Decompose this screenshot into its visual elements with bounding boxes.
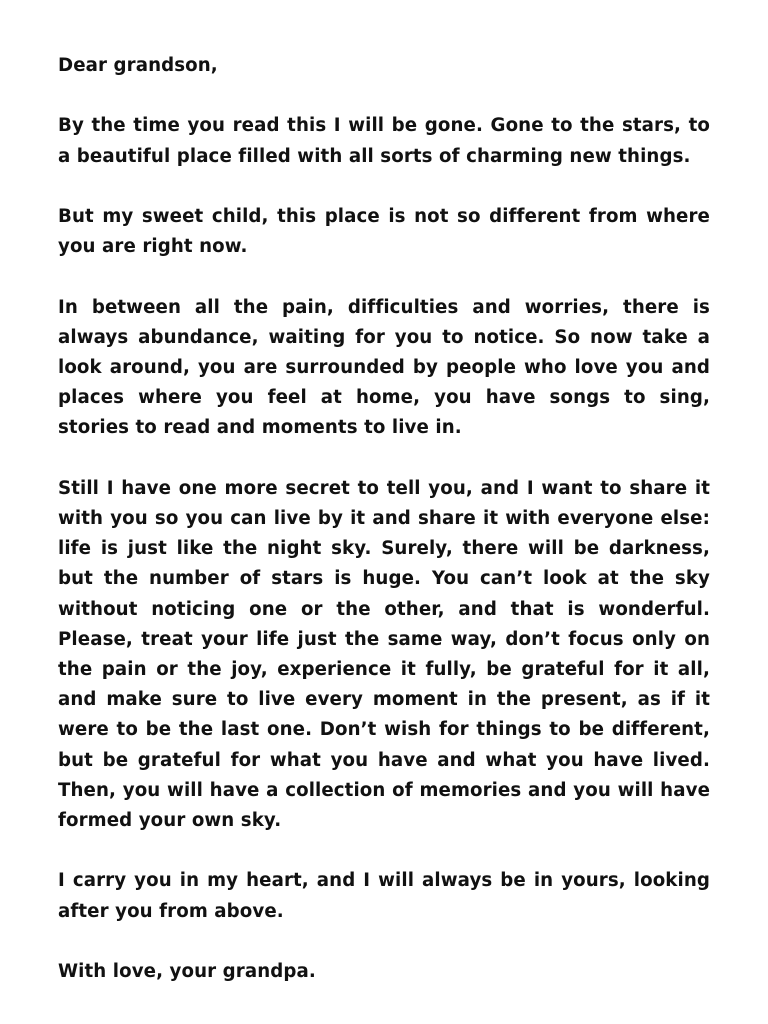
letter-paragraph-2: But my sweet child, this place is not so different from where you are right now. <box>58 205 710 258</box>
letter-salutation: Dear grandson, <box>58 55 218 76</box>
letter-paragraph-5: I carry you in my heart, and I will always be in yours, looking after you from above. <box>58 870 710 922</box>
letter-closing: With love, your grandpa. <box>58 961 316 982</box>
letter-paragraph-4: Still I have one more secret to tell you, and I want to share it with you so you can live by it and share it with everyone else: life is just like the night sky. Surely, there will be darkness, but the number of stars is huge. You can’t look at the sky without noticing one or the other, and that is wonderful. Please, treat your life just the same way, don’t focus only on the pain or the joy, experience it fully, be grateful for it all, and make sure to live every moment in the present, as if it were to be the last one. Don’t wish for things to be different, but be grateful for what you have and what you have lived. Then, you will have a collection of memories and you will have formed your own sky. <box>58 477 710 832</box>
letter-paragraph-1: By the time you read this I will be gone. Gone to the stars, to a beautiful place filled with all sorts of charming new things. <box>58 115 710 167</box>
letter-paragraph-3: In between all the pain, difficulties and worries, there is always abundance, waiting for you to notice. So now take a look around, you are surrounded by people who love you and places where you feel at home, you have songs to sing, stories to read and moments to live in. <box>58 296 710 439</box>
